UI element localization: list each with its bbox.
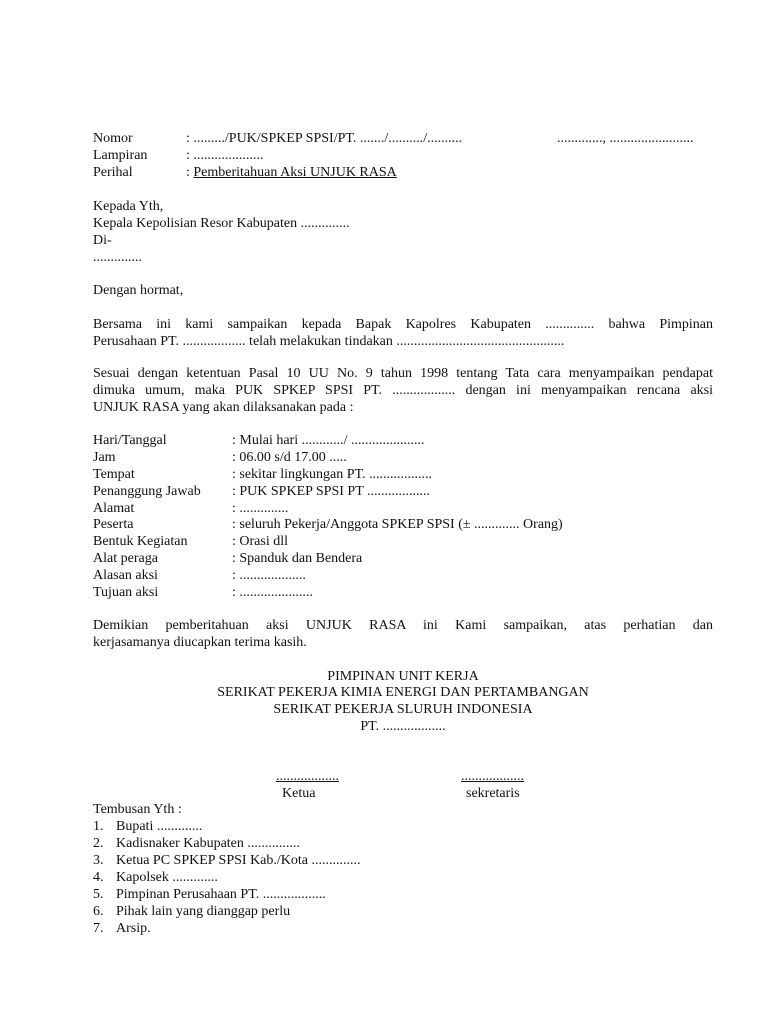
detail-value: : .....................	[232, 585, 313, 600]
list-item-text: Ketua PC SPKEP SPSI Kab./Kota ..............	[116, 853, 361, 868]
detail-label: Bentuk Kegiatan	[93, 534, 188, 549]
recipient-line-2: Kepala Kepolisian Resor Kabupaten ..............	[93, 216, 350, 231]
list-item-text: Kapolsek .............	[116, 870, 218, 885]
list-item-text: Bupati .............	[116, 819, 203, 834]
signature-line-1: PIMPINAN UNIT KERJA	[327, 669, 479, 684]
detail-label: Tempat	[93, 467, 135, 482]
detail-value: : Mulai hari ............/ .....................	[232, 433, 425, 448]
ketua-label: Ketua	[282, 786, 316, 801]
list-item-text: Arsip.	[116, 921, 151, 936]
detail-label: Alat peraga	[93, 551, 158, 566]
paragraph-1-line-1: Bersama ini kami sampaikan kepada Bapak Kapolres Kabupaten .............. bahwa Pimpinan	[93, 317, 713, 332]
perihal-label: Perihal	[93, 165, 133, 180]
list-item-number: 3.	[93, 853, 104, 868]
detail-value: : ..............	[232, 501, 289, 516]
signature-line-3: SERIKAT PEKERJA SLURUH INDONESIA	[273, 702, 533, 717]
list-item-number: 5.	[93, 887, 104, 902]
closing-line-1: Demikian pemberitahuan aksi UNJUK RASA ini Kami sampaikan, atas perhatian dan	[93, 618, 713, 633]
list-item-number: 6.	[93, 904, 104, 919]
signature-line-4: PT. ..................	[360, 719, 446, 734]
lampiran-value: : ....................	[186, 148, 264, 163]
detail-value: : sekitar lingkungan PT. ..................	[232, 467, 432, 482]
lampiran-label: Lampiran	[93, 148, 148, 163]
date-value: ............., ........................	[557, 131, 694, 146]
detail-label: Alasan aksi	[93, 568, 158, 583]
paragraph-1	[93, 316, 713, 350]
ketua-signature-line: ..................	[276, 769, 339, 784]
detail-value: : PUK SPKEP SPSI PT ..................	[232, 484, 431, 499]
closing-line-2: kerjasamanya diucapkan terima kasih.	[93, 635, 307, 650]
detail-label: Penanggung Jawab	[93, 484, 201, 499]
detail-value: : 06.00 s/d 17.00 .....	[232, 450, 347, 465]
perihal-value-wrap	[186, 164, 397, 181]
perihal-colon: :	[186, 165, 194, 180]
detail-label: Jam	[93, 450, 116, 465]
greeting: Dengan hormat,	[93, 283, 184, 298]
signature-line-2: SERIKAT PEKERJA KIMIA ENERGI DAN PERTAMBANGAN	[217, 685, 589, 700]
list-item-number: 4.	[93, 870, 104, 885]
list-item-number: 7.	[93, 921, 104, 936]
detail-value: : ...................	[232, 568, 306, 583]
list-item-text: Kadisnaker Kabupaten ...............	[116, 836, 300, 851]
paragraph-2-line-3: UNJUK RASA yang akan dilaksanakan pada :	[93, 400, 354, 415]
detail-label: Peserta	[93, 517, 134, 532]
paragraph-2	[93, 365, 713, 416]
closing-paragraph	[93, 617, 713, 651]
nomor-label: Nomor	[93, 131, 133, 146]
detail-value: : Orasi dll	[232, 534, 288, 549]
paragraph-1-line-2: Perusahaan PT. .................. telah melakukan tindakan ................................................	[93, 334, 565, 349]
list-item-number: 1.	[93, 819, 104, 834]
tembusan-title: Tembusan Yth :	[93, 802, 182, 817]
recipient-line-3: Di-	[93, 233, 112, 248]
detail-value: : Spanduk dan Bendera	[232, 551, 363, 566]
paragraph-2-line-1: Sesuai dengan ketentuan Pasal 10 UU No. 9 tahun 1998 tentang Tata cara menyampaikan pendapat	[93, 366, 713, 381]
recipient-line-4: ..............	[93, 250, 142, 265]
sekretaris-label: sekretaris	[466, 786, 520, 801]
detail-label: Tujuan aksi	[93, 585, 159, 600]
detail-value: : seluruh Pekerja/Anggota SPKEP SPSI (± ............. Orang)	[232, 517, 563, 532]
list-item-number: 2.	[93, 836, 104, 851]
detail-label: Alamat	[93, 501, 135, 516]
recipient-line-1: Kepada Yth,	[93, 199, 164, 214]
list-item-text: Pihak lain yang dianggap perlu	[116, 904, 291, 919]
nomor-value: : ........./PUK/SPKEP SPSI/PT. ......./........../..........	[186, 131, 463, 146]
list-item-text: Pimpinan Perusahaan PT. ..................	[116, 887, 326, 902]
sekretaris-signature-line: ..................	[461, 769, 524, 784]
perihal-value: Pemberitahuan Aksi UNJUK RASA	[193, 165, 397, 180]
paragraph-2-line-2: dimuka umum, maka PUK SPKEP SPSI PT. .................. dengan ini menyampaikan rencana aksi	[93, 383, 713, 398]
detail-label: Hari/Tanggal	[93, 433, 167, 448]
